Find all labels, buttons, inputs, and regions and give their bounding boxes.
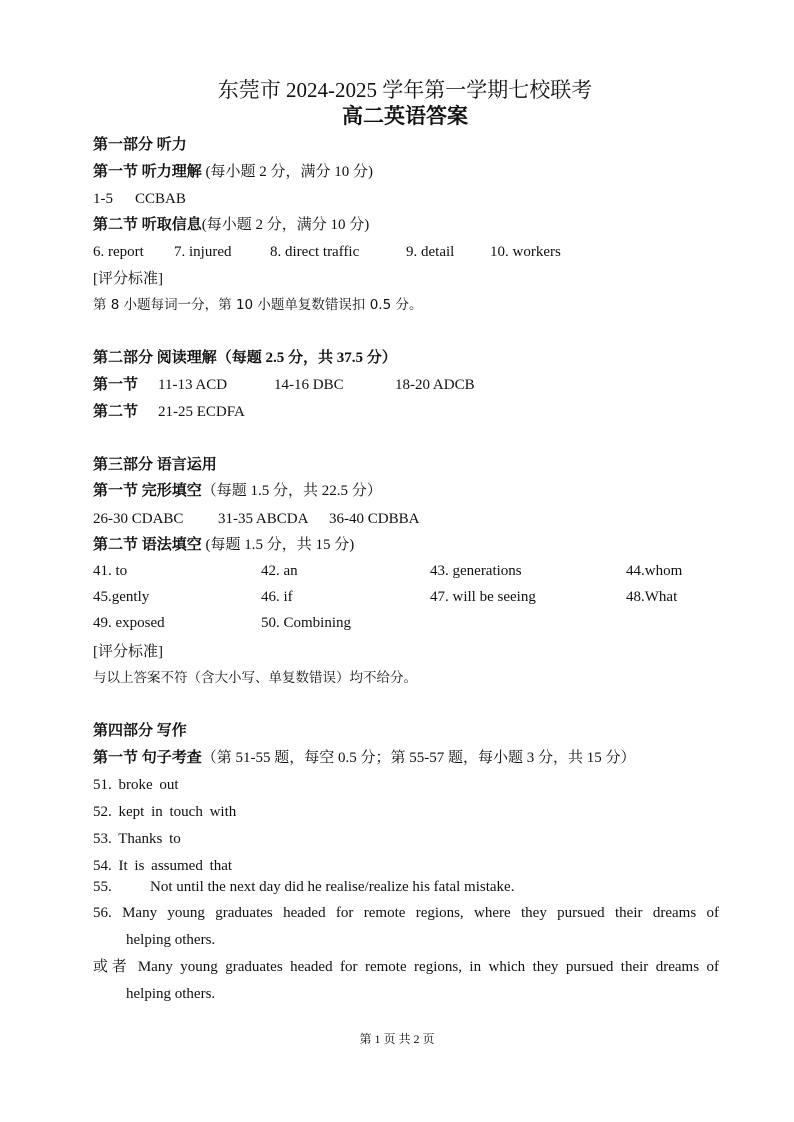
item56-line2: helping others. [126, 932, 216, 948]
grammar-answer: 43. generations [430, 563, 522, 579]
document-subtitle: 高二英语答案 [342, 104, 468, 128]
answer-range: 1-5 [93, 191, 113, 207]
grammar-answer: 41. to [93, 563, 128, 579]
part4-sec1-row [93, 749, 636, 767]
part1-sec2-title: 第二节 听取信息 [93, 217, 202, 233]
grammar-answer: 46. if [261, 589, 293, 605]
cloze-answer: 36-40 CDBBA [329, 511, 420, 527]
cloze-answer: 26-30 CDABC [93, 511, 184, 527]
reading-answer: 21-25 ECDFA [158, 404, 245, 420]
grammar-answer: 48.What [626, 589, 678, 605]
listening-answer: 9. detail [406, 244, 455, 260]
part3-criteria-label: [评分标准] [93, 644, 163, 660]
reading-answer: 14-16 DBC [274, 377, 344, 393]
listening-answer: 6. report [93, 244, 144, 260]
part4-heading: 第四部分 写作 [93, 723, 187, 739]
item56-line1: 56. Many young graduates headed for remote regions, where they pursued their dreams of [93, 905, 719, 921]
sentence-item: 52. kept in touch with [93, 804, 237, 820]
sentence-item: 51. broke out [93, 777, 179, 793]
listening-answer: 7. injured [174, 244, 232, 260]
item55-number: 55. [93, 879, 112, 895]
item56-alt-answer [93, 954, 719, 1008]
item56-answer [93, 900, 719, 954]
document-title: 东莞市 2024-2025 学年第一学期七校联考 [217, 78, 593, 102]
grammar-answer: 42. an [261, 563, 298, 579]
alt-line2: helping others. [126, 986, 216, 1002]
part2-sec2-title: 第二节 [93, 404, 139, 420]
listening-answer: 8. direct traffic [270, 244, 360, 260]
part4-sec1-title: 第一节 句子考查 [93, 750, 202, 766]
part1-sec1-title: 第一节 听力理解 [93, 164, 202, 180]
grammar-answer: 47. will be seeing [430, 589, 536, 605]
part1-sec2-note: (每小题 2 分，满分 10 分) [201, 217, 370, 233]
listening-answer: 10. workers [490, 244, 561, 260]
part2-sec1-title: 第一节 [93, 377, 139, 393]
part1-criteria-label: [评分标准] [93, 271, 163, 287]
reading-answer: 11-13 ACD [158, 377, 228, 393]
part1-sec1-row [93, 163, 373, 181]
page-footer: 第 1 页 共 2 页 [359, 1032, 435, 1046]
sentence-item: 54. It is assumed that [93, 858, 233, 874]
cloze-answer: 31-35 ABCDA [218, 511, 309, 527]
grammar-answer: 45.gently [93, 589, 150, 605]
part1-sec1-note: (每小题 2 分，满分 10 分) [205, 164, 374, 180]
part3-sec2-row [93, 536, 354, 554]
part1-criteria-text: 第 8 小题每词一分，第 10 小题单复数错误扣 0.5 分。 [93, 297, 423, 313]
answer-value: CCBAB [135, 191, 186, 207]
sentence-item: 53. Thanks to [93, 831, 181, 847]
part3-heading: 第三部分 语言运用 [93, 457, 217, 473]
alt-line1: 或者 Many young graduates headed for remote regions, in which they pursued their dreams of [93, 959, 719, 975]
part3-sec2-note: (每题 1.5 分，共 15 分) [205, 537, 355, 553]
part2-heading: 第二部分 阅读理解（每题 2.5 分，共 37.5 分） [93, 350, 397, 366]
part3-sec1-row [93, 482, 382, 500]
part3-sec2-title: 第二节 语法填空 [93, 537, 202, 553]
grammar-answer: 49. exposed [93, 615, 165, 631]
item55-text: Not until the next day did he realise/realize his fatal mistake. [150, 879, 515, 895]
reading-answer: 18-20 ADCB [395, 377, 475, 393]
part3-sec1-title: 第一节 完形填空 [93, 483, 202, 499]
part1-heading: 第一部分 听力 [93, 137, 187, 153]
part3-sec1-note: （每题 1.5 分，共 22.5 分） [201, 483, 382, 499]
grammar-answer: 50. Combining [261, 615, 352, 631]
part3-criteria-text: 与以上答案不符（含大小写、单复数错误）均不给分。 [93, 670, 417, 686]
part1-sec1-answers [93, 190, 186, 208]
grammar-answer: 44.whom [626, 563, 683, 579]
part4-sec1-note: （第 51-55 题，每空 0.5 分；第 55-57 题，每小题 3 分，共 15 分） [201, 750, 636, 766]
part1-sec2-row [93, 216, 369, 234]
